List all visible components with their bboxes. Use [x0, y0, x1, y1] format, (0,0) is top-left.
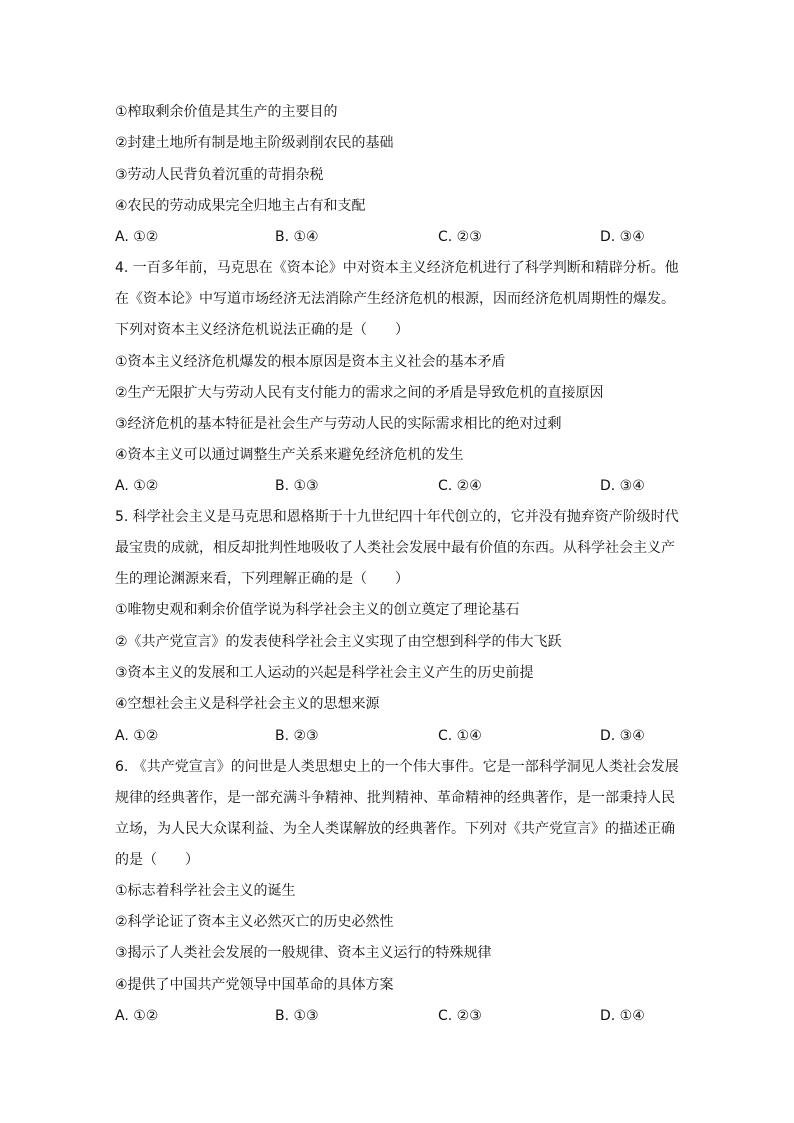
q3-statement-4: ④农民的劳动成果完全归地主占有和支配 [115, 198, 366, 214]
q6-option-d: D. ①④ [600, 1008, 645, 1024]
q6-options [115, 1006, 715, 1026]
q3-options [115, 227, 715, 247]
q5-statement-3: ③资本主义的发展和工人运动的兴起是科学社会主义产生的历史前提 [115, 665, 534, 681]
q6-option-c: C. ②③ [438, 1008, 482, 1024]
q3-option-b: B. ①④ [275, 229, 319, 245]
q6-statement-2: ②科学论证了资本主义必然灭亡的历史必然性 [115, 914, 394, 930]
q4-options [115, 476, 715, 496]
q5-statement-1: ①唯物史观和剩余价值学说为科学社会主义的创立奠定了理论基石 [115, 602, 520, 618]
q5-stem-line-1: 5. 科学社会主义是马克思和恩格斯于十九世纪四十年代创立的，它并没有抛弃资产阶级时代 [115, 509, 679, 525]
q4-option-a: A. ①② [115, 478, 159, 494]
q5-options [115, 726, 715, 746]
q3-statement-1: ①榨取剩余价值是其生产的主要目的 [115, 104, 338, 120]
q6-statement-3: ③揭示了人类社会发展的一般规律、资本主义运行的特殊规律 [115, 945, 492, 961]
q6-option-a: A. ①② [115, 1008, 159, 1024]
q5-stem-line-2: 最宝贵的成就，相反却批判性地吸收了人类社会发展中最有价值的东西。从科学社会主义产 [115, 540, 675, 556]
q5-stem-line-3: 生的理论渊源来看，下列理解正确的是（ ） [115, 571, 409, 587]
q3-option-d: D. ③④ [600, 229, 645, 245]
q5-statement-2: ②《共产党宣言》的发表使科学社会主义实现了由空想到科学的伟大飞跃 [115, 634, 562, 650]
q5-statement-4: ④空想社会主义是科学社会主义的思想来源 [115, 696, 380, 712]
q6-stem-line-4: 的是（ ） [115, 852, 199, 868]
q4-stem-line-3: 下列对资本主义经济危机说法正确的是（ ） [115, 322, 409, 338]
q6-stem-line-1: 6. 《共产党宣言》的问世是人类思想史上的一个伟大事件。它是一部科学洞见人类社会发展 [115, 759, 679, 775]
q6-stem-line-2: 规律的经典著作，是一部充满斗争精神、批判精神、革命精神的经典著作，是一部秉持人民 [115, 790, 675, 806]
q4-statement-4: ④资本主义可以通过调整生产关系来避免经济危机的发生 [115, 447, 464, 463]
q6-stem-line-3: 立场，为人民大众谋利益、为全人类谋解放的经典著作。下列对《共产党宣言》的描述正确 [115, 821, 675, 837]
q4-option-c: C. ②④ [438, 478, 482, 494]
q3-option-a: A. ①② [115, 229, 159, 245]
q4-option-d: D. ③④ [600, 478, 645, 494]
q3-statement-3: ③劳动人民背负着沉重的苛捐杂税 [115, 167, 324, 183]
q4-stem-line-2: 在《资本论》中写道市场经济无法消除产生经济危机的根源，因而经济危机周期性的爆发。 [115, 291, 675, 307]
q5-option-b: B. ②③ [275, 728, 319, 744]
q3-option-c: C. ②③ [438, 229, 482, 245]
q4-option-b: B. ①③ [275, 478, 319, 494]
q4-statement-2: ②生产无限扩大与劳动人民有支付能力的需求之间的矛盾是导致危机的直接原因 [115, 385, 604, 401]
q4-statement-3: ③经济危机的基本特征是社会生产与劳动人民的实际需求相比的绝对过剩 [115, 416, 562, 432]
q5-option-c: C. ①④ [438, 728, 482, 744]
q6-option-b: B. ①③ [275, 1008, 319, 1024]
q3-statement-2: ②封建土地所有制是地主阶级剥削农民的基础 [115, 135, 394, 151]
q6-statement-4: ④提供了中国共产党领导中国革命的具体方案 [115, 977, 394, 993]
q5-option-a: A. ①② [115, 728, 159, 744]
q5-option-d: D. ③④ [600, 728, 645, 744]
q6-statement-1: ①标志着科学社会主义的诞生 [115, 883, 296, 899]
q4-stem-line-1: 4. 一百多年前，马克思在《资本论》中对资本主义经济危机进行了科学判断和精辟分析。他 [115, 260, 679, 276]
q4-statement-1: ①资本主义经济危机爆发的根本原因是资本主义社会的基本矛盾 [115, 354, 506, 370]
